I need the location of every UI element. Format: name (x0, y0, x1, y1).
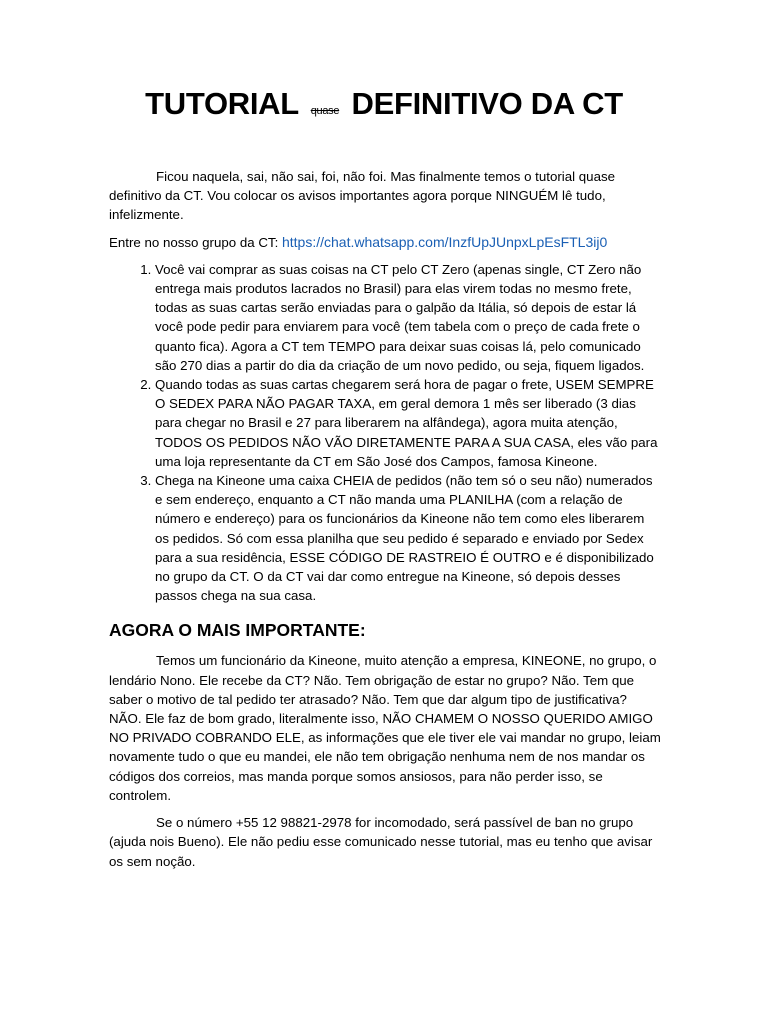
step-1: 1. Você vai comprar as suas coisas na CT pelo CT Zero (apenas single, CT Zero não entrega mais produtos lacrados no Brasil) para elas virem todas no mesmo frete, todas as suas cartas serão enviadas para o galpão da Itália, só depois de estar lá você pode pedir para enviarem para você (tem tabela com o preço de cada frete o quanto fica). Agora a CT tem TEMPO para deixar suas coisas lá, pelo comunicado são 270 dias a partir do dia da criação de um novo pedido, ou seja, fiquem ligados. (155, 260, 661, 375)
intro-paragraph: Ficou naquela, sai, não sai, foi, não foi. Mas finalmente temos o tutorial quase definitivo da CT. Vou colocar os avisos importantes agora porque NINGUÉM lê tudo, infelizmente. (109, 169, 616, 223)
document-body (109, 167, 661, 879)
title-strikethrough-word: quase (310, 105, 340, 117)
important-paragraph-1: Temos um funcionário da Kineone, muito atenção a empresa, KINEONE, no grupo, o lendário Nono. Ele recebe da CT? Não. Tem obrigação de estar no grupo? Não. Tem que saber o motivo de tal pedido ter atrasado? Não. Tem que dar algum tipo de justificativa? NÃO. Ele faz de bom grado, literalmente isso, NÃO CHAMEM O NOSSO QUERIDO AMIGO NO PRIVADO COBRANDO ELE, as informações que ele tiver ele vai mandar no grupo, leiam novamente tudo o que eu mandei, ele não tem obrigação nenhuma nem de nos mandar os códigos dos correios, mas manda porque somos ansiosos, para não perder isso, se controlem. (109, 653, 661, 803)
important-paragraph-2: Se o número +55 12 98821-2978 for incomodado, será passível de ban no grupo (ajuda nois Bueno). Ele não pediu esse comunicado nesse tutorial, mas eu tenho que avisar os sem noção. (109, 815, 653, 869)
group-label: Entre no nosso grupo da CT: (109, 234, 279, 250)
step-2: 2. Quando todas as suas cartas chegarem será hora de pagar o frete, USEM SEMPRE O SEDEX PARA NÃO PAGAR TAXA, em geral demora 1 mês ser liberado (3 dias para chegar no Brasil e 27 para liberarem na alfândega), agora muita atenção, TODOS OS PEDIDOS NÃO VÃO DIRETAMENTE PARA A SUA CASA, eles vão para uma loja representante da CT em São José dos Campos, famosa Kineone. (155, 375, 661, 471)
page-title (0, 86, 768, 122)
title-part-1: TUTORIAL (145, 86, 299, 121)
important-heading: AGORA O MAIS IMPORTANTE: (109, 620, 366, 641)
steps-list (109, 260, 661, 606)
whatsapp-group-link[interactable]: https://chat.whatsapp.com/InzfUpJUnpxLpEsFTL3ij0 (281, 233, 608, 250)
group-paragraph (109, 233, 661, 252)
title-part-2: DEFINITIVO DA CT (351, 86, 623, 121)
step-3: 3. Chega na Kineone uma caixa CHEIA de pedidos (não tem só o seu não) numerados e sem endereço, enquanto a CT não manda uma PLANILHA (com a relação de número e endereço) para os funcionários da Kineone não tem como eles liberarem os pedidos. Só com essa planilha que seu pedido é separado e enviado por Sedex para a sua residência, ESSE CÓDIGO DE RASTREIO É OUTRO e é disponibilizado no grupo da CT. O da CT vai dar como entregue na Kineone, só depois desses passos chega na sua casa. (155, 471, 661, 605)
